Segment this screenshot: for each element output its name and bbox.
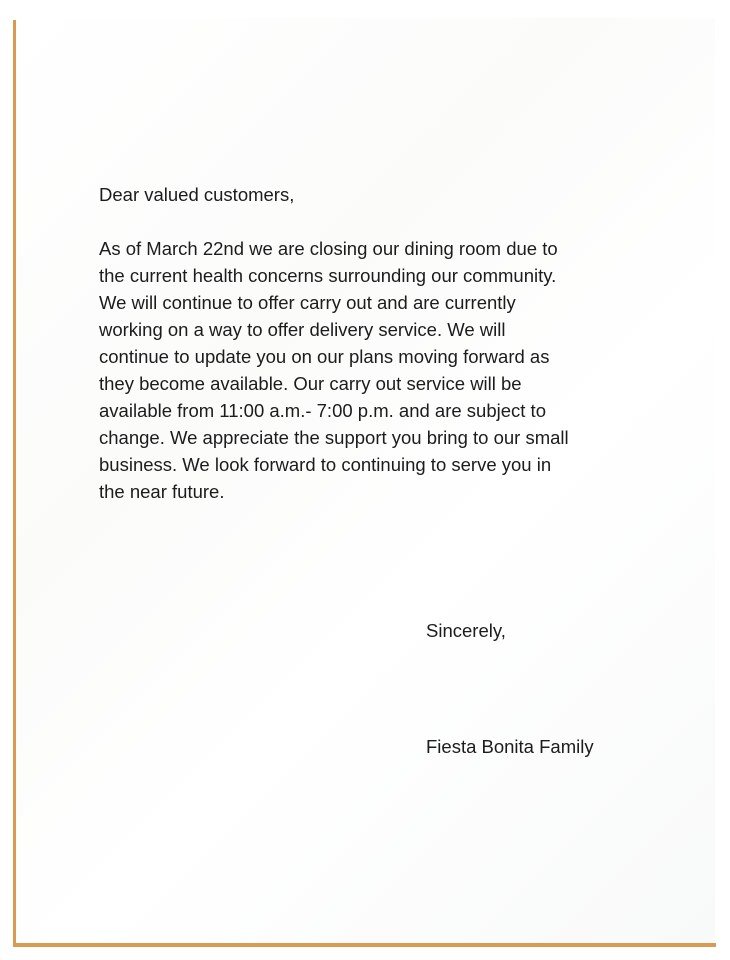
letter-body [99, 235, 639, 505]
body-line: they become available. Our carry out service will be [99, 373, 522, 394]
body-line: continue to update you on our plans moving forward as [99, 346, 550, 367]
body-line: As of March 22nd we are closing our dining room due to [99, 238, 558, 259]
paper-left-edge [13, 20, 16, 946]
body-line: working on a way to offer delivery service. We will [99, 319, 506, 340]
letter-content [99, 181, 639, 505]
body-line: business. We look forward to continuing to serve you in [99, 454, 552, 475]
body-line: We will continue to offer carry out and are currently [99, 292, 516, 313]
letter-greeting: Dear valued customers, [99, 184, 295, 205]
letter-closing: Sincerely, [426, 620, 506, 641]
body-line: available from 11:00 a.m.- 7:00 p.m. and are subject to [99, 400, 546, 421]
body-line: change. We appreciate the support you bring to our small [99, 427, 569, 448]
body-line: the current health concerns surrounding our community. [99, 265, 557, 286]
letter-signature: Fiesta Bonita Family [426, 736, 594, 757]
paper-bottom-edge [13, 943, 716, 947]
body-line: the near future. [99, 481, 225, 502]
